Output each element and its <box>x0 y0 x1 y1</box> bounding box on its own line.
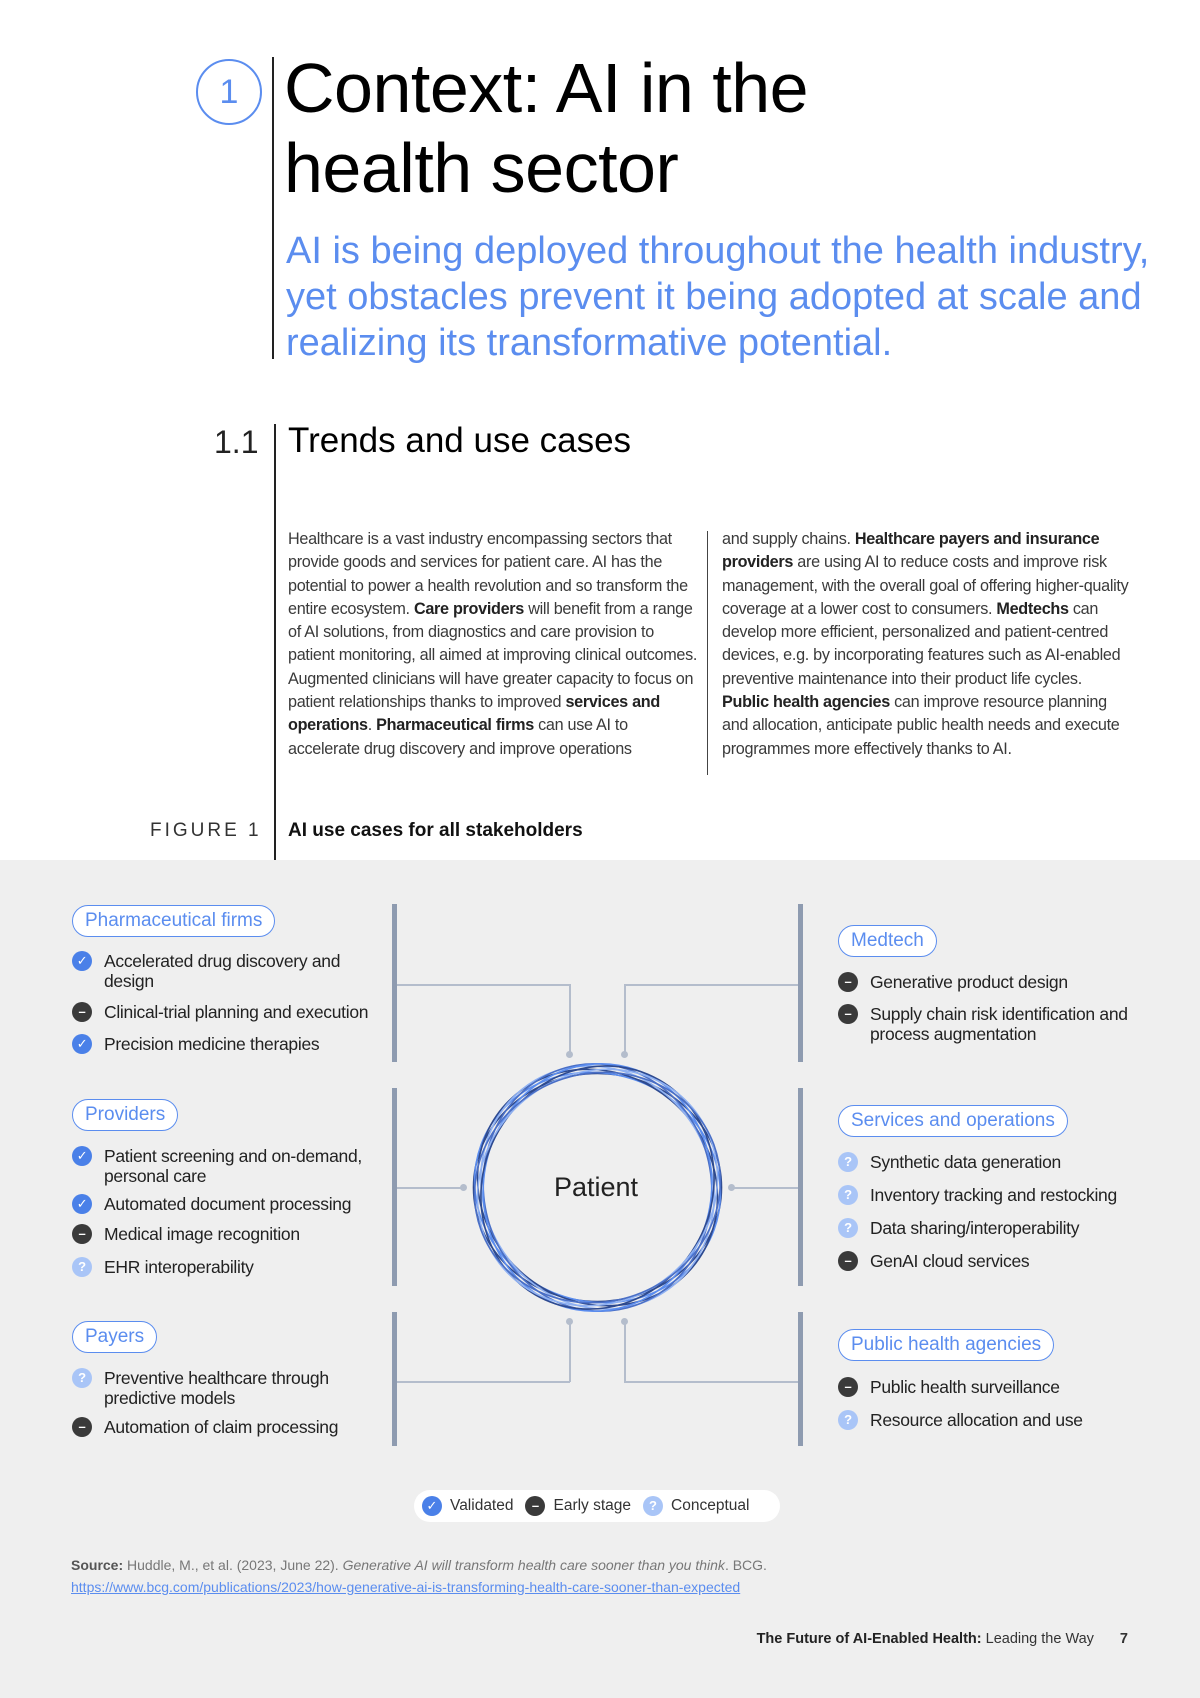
check-icon: ✓ <box>72 951 92 971</box>
minus-icon: – <box>525 1496 545 1516</box>
connector-public <box>624 1322 626 1382</box>
use-case-text: Patient screening and on-demand, personal care <box>104 1146 362 1186</box>
connector-payers <box>397 1381 570 1383</box>
connector-services <box>732 1187 798 1189</box>
question-icon: ? <box>72 1368 92 1388</box>
legend-conceptual <box>643 1496 749 1516</box>
use-case-text: Preventive healthcare through predictive models <box>104 1368 329 1408</box>
minus-icon: – <box>72 1224 92 1244</box>
group-label-medtech: Medtech <box>838 925 937 957</box>
use-case-item <box>838 1251 1158 1271</box>
page-footer <box>757 1631 1128 1647</box>
use-case-text: Resource allocation and use <box>870 1410 1083 1430</box>
page-number: 7 <box>1119 1631 1128 1647</box>
use-case-item <box>838 1377 1158 1397</box>
question-icon: ? <box>72 1257 92 1277</box>
section-number: 1.1 <box>214 424 259 460</box>
use-case-item <box>838 1185 1158 1205</box>
figure-title: AI use cases for all stakeholders <box>288 820 583 841</box>
title-vertical-rule <box>272 57 274 359</box>
use-case-item <box>838 972 1158 992</box>
connector-public <box>624 1381 798 1383</box>
body-emphasis: Public health agencies <box>722 693 890 712</box>
body-emphasis: Medtechs <box>996 599 1069 618</box>
use-case-text: Synthetic data generation <box>870 1152 1061 1172</box>
check-icon: ✓ <box>72 1146 92 1166</box>
connector-pharma <box>397 984 570 986</box>
source-label: Source: <box>71 1557 124 1573</box>
use-case-item <box>72 1194 392 1214</box>
use-case-item <box>72 1034 392 1054</box>
minus-icon: – <box>838 1004 858 1024</box>
use-case-item <box>72 1417 392 1437</box>
page-title <box>284 48 1144 208</box>
status-legend <box>414 1490 780 1522</box>
group-label-pharma: Pharmaceutical firms <box>72 905 275 937</box>
group-label-services: Services and operations <box>838 1105 1068 1137</box>
body-text: . <box>367 716 377 735</box>
source-title: Generative AI will transform health care sooner than you think <box>342 1557 725 1573</box>
use-case-item <box>72 1257 392 1277</box>
check-icon: ✓ <box>72 1194 92 1214</box>
use-case-text: Supply chain risk identification and process augmentation <box>870 1004 1128 1044</box>
chapter-number-badge: 1 <box>196 59 262 125</box>
connector-medtech <box>624 984 798 986</box>
question-icon: ? <box>838 1218 858 1238</box>
body-emphasis: services and operations <box>288 693 660 735</box>
chapter-subtitle: AI is being deployed throughout the health industry, yet obstacles prevent it being adopted at scale and realizing its transformative potential. <box>286 230 1150 364</box>
body-text: can improve resource planning and allocation, anticipate public health needs and execute programmes more effectively thanks to AI. <box>722 693 1120 758</box>
question-icon: ? <box>838 1410 858 1430</box>
connector-pharma <box>569 984 571 1054</box>
use-case-item <box>72 1224 392 1244</box>
use-case-item <box>72 951 392 991</box>
minus-icon: – <box>72 1417 92 1437</box>
legend-early-label: Early stage <box>553 1497 632 1514</box>
body-text: will benefit from a range of AI solutions, from diagnostics and care provision to patient monitoring, all aimed at improving clinical outcomes. Augmented clinicians will have greater capacity to focus on patient relationships thanks to improved <box>288 599 698 712</box>
source-link[interactable]: https://www.bcg.com/publications/2023/how-generative-ai-is-transforming-health-care-sooner-than-expected <box>71 1579 741 1595</box>
use-case-text: Data sharing/interoperability <box>870 1218 1080 1238</box>
question-icon: ? <box>643 1496 663 1516</box>
column-divider <box>707 531 708 775</box>
group-bar-payers <box>392 1312 397 1446</box>
use-case-text: Medical image recognition <box>104 1224 300 1244</box>
use-case-text: Accelerated drug discovery and design <box>104 951 341 991</box>
minus-icon: – <box>838 972 858 992</box>
body-emphasis: Care providers <box>413 599 525 618</box>
section-vertical-rule <box>274 424 276 860</box>
use-case-item <box>838 1410 1158 1430</box>
body-text: can use AI to accelerate drug discovery and improve operations <box>288 716 632 758</box>
body-emphasis: Healthcare payers and insurance providers <box>722 530 1100 572</box>
use-case-text: Automation of claim processing <box>104 1417 339 1437</box>
group-bar-medtech <box>798 904 803 1062</box>
use-case-item <box>838 1152 1158 1172</box>
use-case-text: Precision medicine therapies <box>104 1034 320 1054</box>
legend-early <box>525 1496 631 1516</box>
use-case-text: GenAI cloud services <box>870 1251 1030 1271</box>
footer-report-title: The Future of AI-Enabled Health: <box>756 1631 982 1647</box>
check-icon: ✓ <box>422 1496 442 1516</box>
body-column-left <box>288 528 698 761</box>
body-text: Healthcare is a vast industry encompassing sectors that provide goods and services for patient care. AI has the potential to power a health revolution and so transform the entire ecosystem. <box>288 530 688 618</box>
legend-validated <box>422 1496 513 1516</box>
body-text: are using AI to reduce costs and improve risk management, with the overall goal of offering higher-quality coverage at a lower cost to consumers. <box>722 553 1129 618</box>
use-case-text: Inventory tracking and restocking <box>870 1185 1117 1205</box>
section-title: Trends and use cases <box>288 421 632 460</box>
group-bar-pharma <box>392 904 397 1062</box>
use-case-item <box>838 1218 1158 1238</box>
patient-label: Patient <box>553 1172 639 1202</box>
check-icon: ✓ <box>72 1034 92 1054</box>
body-text: can develop more efficient, personalized and patient-centred devices, e.g. by incorporating features such as AI-enabled preventive maintenance into their product life cycles. <box>722 599 1121 688</box>
use-case-text: Clinical-trial planning and execution <box>104 1002 369 1022</box>
use-case-item <box>72 1002 392 1022</box>
connector-providers <box>397 1187 463 1189</box>
use-case-item <box>72 1368 392 1408</box>
use-case-item <box>72 1146 392 1186</box>
figure-source <box>71 1554 1131 1598</box>
use-case-text: Public health surveillance <box>870 1377 1060 1397</box>
body-column-right <box>722 528 1132 761</box>
footer-report-subtitle: Leading the Way <box>981 1631 1094 1647</box>
use-case-text: EHR interoperability <box>104 1257 254 1277</box>
connector-payers <box>569 1322 571 1382</box>
body-emphasis: Pharmaceutical firms <box>376 716 534 735</box>
group-bar-public <box>798 1312 803 1446</box>
figure-label: FIGURE 1 <box>150 820 262 841</box>
connector-medtech <box>624 984 626 1054</box>
source-publisher: . BCG. <box>724 1557 767 1573</box>
group-bar-services <box>798 1088 803 1286</box>
minus-icon: – <box>838 1377 858 1397</box>
group-label-payers: Payers <box>72 1321 157 1353</box>
use-case-text: Generative product design <box>870 972 1068 992</box>
use-case-text: Automated document processing <box>104 1194 352 1214</box>
minus-icon: – <box>838 1251 858 1271</box>
question-icon: ? <box>838 1185 858 1205</box>
legend-conceptual-label: Conceptual <box>671 1497 750 1514</box>
source-citation: Huddle, M., et al. (2023, June 22). <box>123 1557 343 1573</box>
use-case-item <box>838 1004 1158 1044</box>
page-title-line-1: Context: AI in the <box>284 49 809 127</box>
group-label-public: Public health agencies <box>838 1329 1054 1361</box>
legend-validated-label: Validated <box>450 1497 514 1514</box>
page-title-line-2: health sector <box>284 129 679 207</box>
question-icon: ? <box>838 1152 858 1172</box>
group-label-providers: Providers <box>72 1099 178 1131</box>
body-text: and supply chains. <box>722 530 855 548</box>
minus-icon: – <box>72 1002 92 1022</box>
